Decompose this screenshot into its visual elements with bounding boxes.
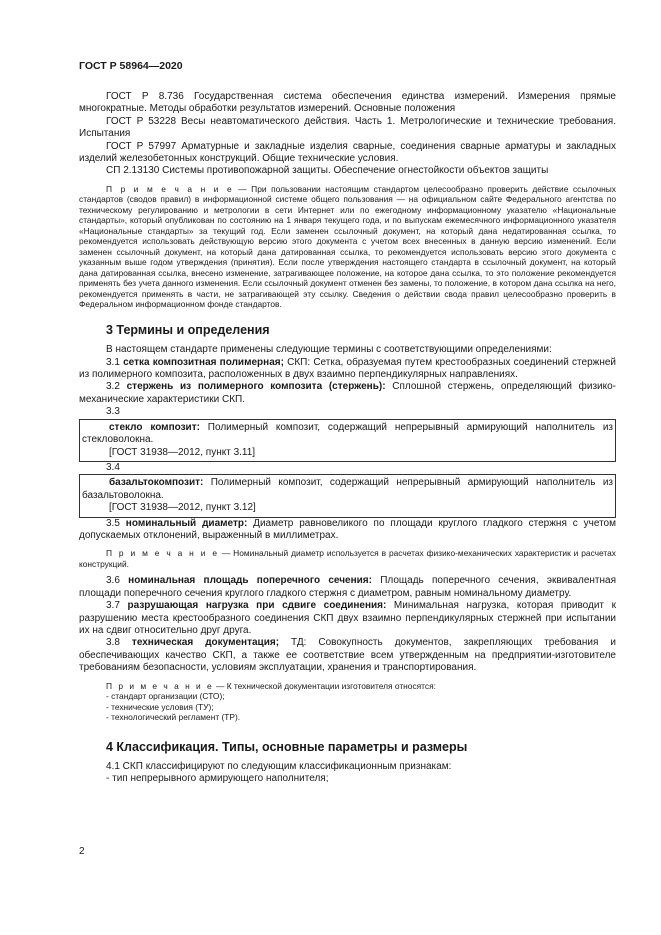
- term-3-8: [79, 637, 616, 674]
- reference-item: ГОСТ Р 53228 Весы неавтоматического действия. Часть 1. Метрологические и технические требования. Испытания: [79, 115, 616, 140]
- term-number: 3.8: [106, 637, 132, 649]
- page-number: 2: [79, 846, 85, 857]
- term-number: 3.5: [106, 517, 126, 529]
- term-3-3-number: 3.3: [106, 406, 120, 418]
- note-label: П р и м е ч а н и е: [106, 548, 219, 559]
- term-3-2: [79, 381, 616, 406]
- section-4-list-item: - тип непрерывного армирующего наполнителя;: [106, 773, 329, 785]
- section-3-title: 3 Термины и определения: [106, 322, 270, 337]
- term-3-1: [79, 357, 616, 382]
- term-name: сетка композитная полимерная;: [123, 356, 284, 368]
- term-3-3: [82, 422, 613, 447]
- references-note: [79, 184, 616, 310]
- term-definition: ТД: Совокупность документов, закрепляющих требования и обеспечивающих качество СКП, а также ее соответствие всем утвержденным на предприятии-изготовителе требованиям безопасности, условиям эксплуатации, хранения и транспортирования.: [79, 637, 616, 674]
- note-text: — При пользовании настоящим стандартом целесообразно проверить действие ссылочных стандартов (сводов правил) в информационной системе общего пользования — на официальном сайте Федерального агентства по техническому регулированию и метрологии в сети Интернет или по ежегодному информационному указателю «Национальные стандарты», который опубликован по состоянию на 1 января текущего года, и по выпускам ежемесячного информационного указателя «Национальные стандарты» за текущий год. Если заменен ссылочный документ, на который дана недатированная ссылка, то рекомендуется использовать действующую версию этого документа с учетом всех внесенных в данную версию изменений. Если заменен ссылочный документ, на который дана датированная ссылка, то рекомендуется использовать версию этого документа с указанным выше годом утверждения (принятия). Если после утверждения настоящего стандарта в ссылочный документ, на который дана датированная ссылка, внесено изменение, затрагивающее положение, на которое дана ссылка, то это положение рекомендуется применять без учета данного изменения. Если ссылочный документ отменен без замены, то положение, в котором дана ссылка на него, рекомендуется применять в части, не затрагивающей эту ссылку. Сведения о действии свода правил целесообразно проверить в Федеральном информационном фонде стандартов.: [79, 183, 616, 310]
- note-list-item: - технологический регламент (ТР).: [106, 712, 241, 723]
- term-definition: СКП: Сетка, образуемая путем крестообразных соединений стержней из полимерного композита, расположенных в двух взаимно перпендикулярных направлениях.: [79, 356, 616, 381]
- term-definition: Сплошной стержень, определяющий физико-механические характеристики СКП.: [79, 381, 617, 405]
- term-name: базальтокомпозит:: [109, 477, 204, 489]
- term-3-8-note: [79, 681, 616, 723]
- term-source: [ГОСТ 31938—2012, пункт 3.11]: [109, 446, 256, 458]
- document-code-header: ГОСТ Р 58964—2020: [79, 60, 183, 72]
- term-name: номинальная площадь поперечного сечения:: [128, 575, 372, 587]
- reference-item: ГОСТ Р 57997 Арматурные и закладные изделия сварные, соединения сварные арматуры и закладных изделий железобетонных конструкций. Общие технические условия.: [79, 140, 616, 165]
- term-source: [ГОСТ 31938—2012, пункт 3.12]: [109, 502, 256, 514]
- term-definition: Диаметр равновеликого по площади круглого гладкого стержня с учетом допускаемых отклонений, выраженный в миллиметрах.: [79, 517, 616, 541]
- term-3-4: [82, 477, 613, 502]
- term-number: 3.7: [106, 600, 128, 612]
- note-text: — К технической документации изготовителя относятся:: [213, 680, 436, 691]
- term-name: техническая документация;: [131, 637, 280, 649]
- term-definition: Полимерный композит, содержащий непрерывный армирующий наполнитель из стекловолокна.: [82, 421, 613, 446]
- term-3-7: [79, 600, 616, 637]
- term-name: стержень из полимерного композита (стержень):: [126, 381, 386, 393]
- section-3-intro: В настоящем стандарте применены следующие термины с соответствующими определениями:: [106, 344, 552, 356]
- note-list-item: - технические условия (ТУ);: [106, 701, 214, 712]
- term-3-5-note: [79, 548, 616, 569]
- reference-item: ГОСТ Р 8.736 Государственная система обеспечения единства измерений. Измерения прямые многократные. Методы обработки результатов измерений. Основные положения: [79, 91, 616, 115]
- section-4-title: 4 Классификация. Типы, основные параметры и размеры: [106, 739, 468, 754]
- note-intro: [79, 681, 616, 692]
- term-number: 3.1: [106, 356, 124, 368]
- page-content: [79, 91, 616, 786]
- term-definition: Полимерный композит, содержащий непрерывный армирующий наполнитель из базальтоволокна.: [82, 477, 613, 501]
- term-name: номинальный диаметр:: [125, 517, 248, 529]
- note-text: — Номинальный диаметр используется в расчетах физико-механических характеристик и расчетах конструкций.: [79, 548, 616, 569]
- term-3-6: [79, 575, 616, 600]
- note-label: П р и м е ч а н и е: [106, 183, 234, 194]
- section-4-paragraph: 4.1 СКП классифицируют по следующим классификационным признакам:: [106, 761, 452, 772]
- term-name: разрушающая нагрузка при сдвиге соединения:: [127, 600, 387, 612]
- term-number: 3.2: [106, 381, 127, 393]
- term-name: стекло композит:: [109, 421, 200, 433]
- note-list-item: - стандарт организации (СТО);: [106, 691, 225, 702]
- term-definition: Площадь поперечного сечения, эквивалентная площади поперечного сечения круглого гладкого стержня с диаметром, равным номинальному диаметру.: [79, 575, 617, 599]
- term-3-5: [79, 518, 616, 543]
- term-3-4-box: [79, 474, 616, 517]
- term-number: 3.6: [106, 575, 129, 587]
- term-3-3-box: [79, 419, 616, 462]
- term-definition: Минимальная нагрузка, которая приводит к разрушению места крестообразного соединения СКП двух взаимно перпендикулярных стержней при испытании их на сдвиг относительно друг друга.: [79, 600, 616, 636]
- reference-item: СП 2.13130 Системы противопожарной защиты. Обеспечение огнестойкости объектов защиты: [106, 165, 549, 177]
- note-label: П р и м е ч а н и е: [106, 680, 214, 691]
- term-3-4-number: 3.4: [106, 461, 120, 473]
